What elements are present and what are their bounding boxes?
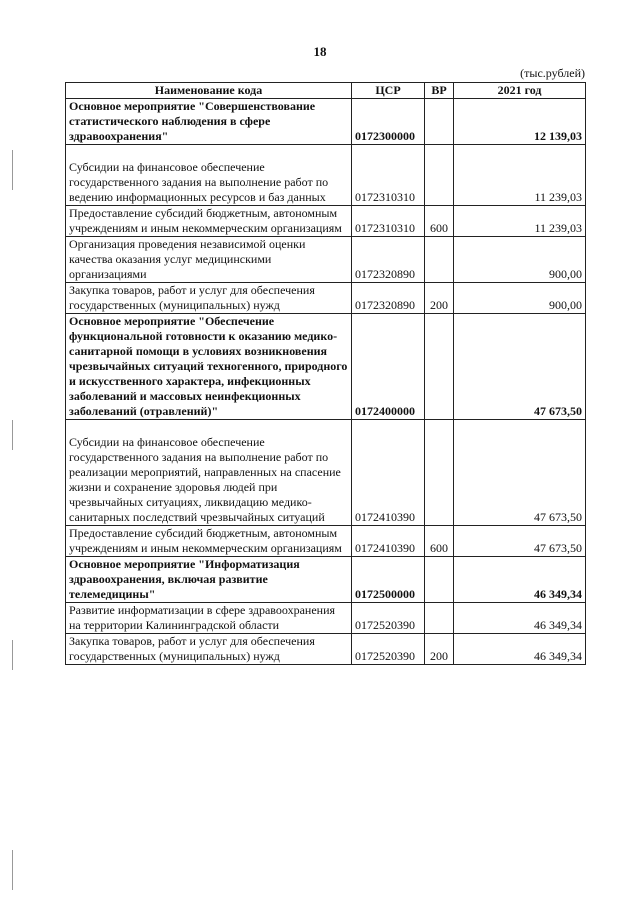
row-csr: 0172500000	[352, 557, 425, 603]
header-year: 2021 год	[454, 83, 586, 99]
row-amount: 46 349,34	[454, 603, 586, 634]
row-csr: 0172300000	[352, 99, 425, 145]
row-csr: 0172310310	[352, 206, 425, 237]
row-amount: 11 239,03	[454, 206, 586, 237]
row-name: Основное мероприятие "Совершенствование статистического наблюдения в сфере здравоохранения"	[66, 99, 352, 145]
row-vr: 600	[425, 526, 454, 557]
row-amount: 47 673,50	[454, 526, 586, 557]
margin-mark	[12, 640, 13, 670]
row-vr: 600	[425, 206, 454, 237]
row-csr: 0172320890	[352, 237, 425, 283]
header-vr: ВР	[425, 83, 454, 99]
row-vr	[425, 420, 454, 526]
page-number: 18	[313, 44, 327, 59]
table-row	[66, 634, 586, 665]
margin-mark	[12, 850, 13, 890]
table-body	[66, 99, 586, 665]
table-row	[66, 206, 586, 237]
row-name: Субсидии на финансовое обеспечение государственного задания на выполнение работ по реализации мероприятий, направленных на спасение жизни и сохранение здоровья людей при чрезвычайных ситуациях, ликвидацию медико-санитарных последствий чрезвычайных ситуаций	[66, 420, 352, 526]
table-row	[66, 283, 586, 314]
row-name: Основное мероприятие "Обеспечение функциональной готовности к оказанию медико-санитарной помощи в условиях возникновения чрезвычайных ситуаций техногенного, природного и искусственного характера, инфекционных заболеваний и массовых неинфекционных заболеваний (отравлений)"	[66, 314, 352, 420]
row-name: Закупка товаров, работ и услуг для обеспечения государственных (муниципальных) нужд	[66, 283, 352, 314]
row-name: Предоставление субсидий бюджетным, автономным учреждениям и иным некоммерческим организациям	[66, 206, 352, 237]
table-row	[66, 237, 586, 283]
row-csr: 0172410390	[352, 526, 425, 557]
row-amount: 47 673,50	[454, 420, 586, 526]
table-row	[66, 557, 586, 603]
row-vr	[425, 237, 454, 283]
row-csr: 0172410390	[352, 420, 425, 526]
row-amount: 12 139,03	[454, 99, 586, 145]
margin-mark	[12, 420, 13, 450]
row-vr	[425, 314, 454, 420]
margin-mark	[12, 150, 13, 190]
row-vr	[425, 557, 454, 603]
row-amount: 900,00	[454, 283, 586, 314]
row-name: Развитие информатизации в сфере здравоохранения на территории Калининградской области	[66, 603, 352, 634]
header-csr: ЦСР	[352, 83, 425, 99]
table-row	[66, 314, 586, 420]
row-vr: 200	[425, 634, 454, 665]
row-name: Закупка товаров, работ и услуг для обеспечения государственных (муниципальных) нужд	[66, 634, 352, 665]
row-name: Предоставление субсидий бюджетным, автономным учреждениям и иным некоммерческим организациям	[66, 526, 352, 557]
row-name: Организация проведения независимой оценки качества оказания услуг медицинскими организациями	[66, 237, 352, 283]
row-vr	[425, 99, 454, 145]
row-csr: 0172520390	[352, 634, 425, 665]
row-amount: 11 239,03	[454, 145, 586, 206]
header-name: Наименование кода	[66, 83, 352, 99]
row-amount: 46 349,34	[454, 634, 586, 665]
table-row	[66, 526, 586, 557]
table-row	[66, 99, 586, 145]
row-name: Основное мероприятие "Информатизация здравоохранения, включая развитие телемедицины"	[66, 557, 352, 603]
row-amount: 900,00	[454, 237, 586, 283]
table-row	[66, 145, 586, 206]
row-csr: 0172520390	[352, 603, 425, 634]
row-amount: 47 673,50	[454, 314, 586, 420]
row-vr	[425, 145, 454, 206]
row-name: Субсидии на финансовое обеспечение государственного задания на выполнение работ по ведению информационных ресурсов и баз данных	[66, 145, 352, 206]
budget-table	[65, 82, 586, 665]
row-vr: 200	[425, 283, 454, 314]
row-csr: 0172320890	[352, 283, 425, 314]
table-row	[66, 420, 586, 526]
row-csr: 0172400000	[352, 314, 425, 420]
row-csr: 0172310310	[352, 145, 425, 206]
table-header-row	[66, 83, 586, 99]
units-label: (тыс.рублей)	[520, 66, 585, 80]
row-vr	[425, 603, 454, 634]
table-row	[66, 603, 586, 634]
row-amount: 46 349,34	[454, 557, 586, 603]
